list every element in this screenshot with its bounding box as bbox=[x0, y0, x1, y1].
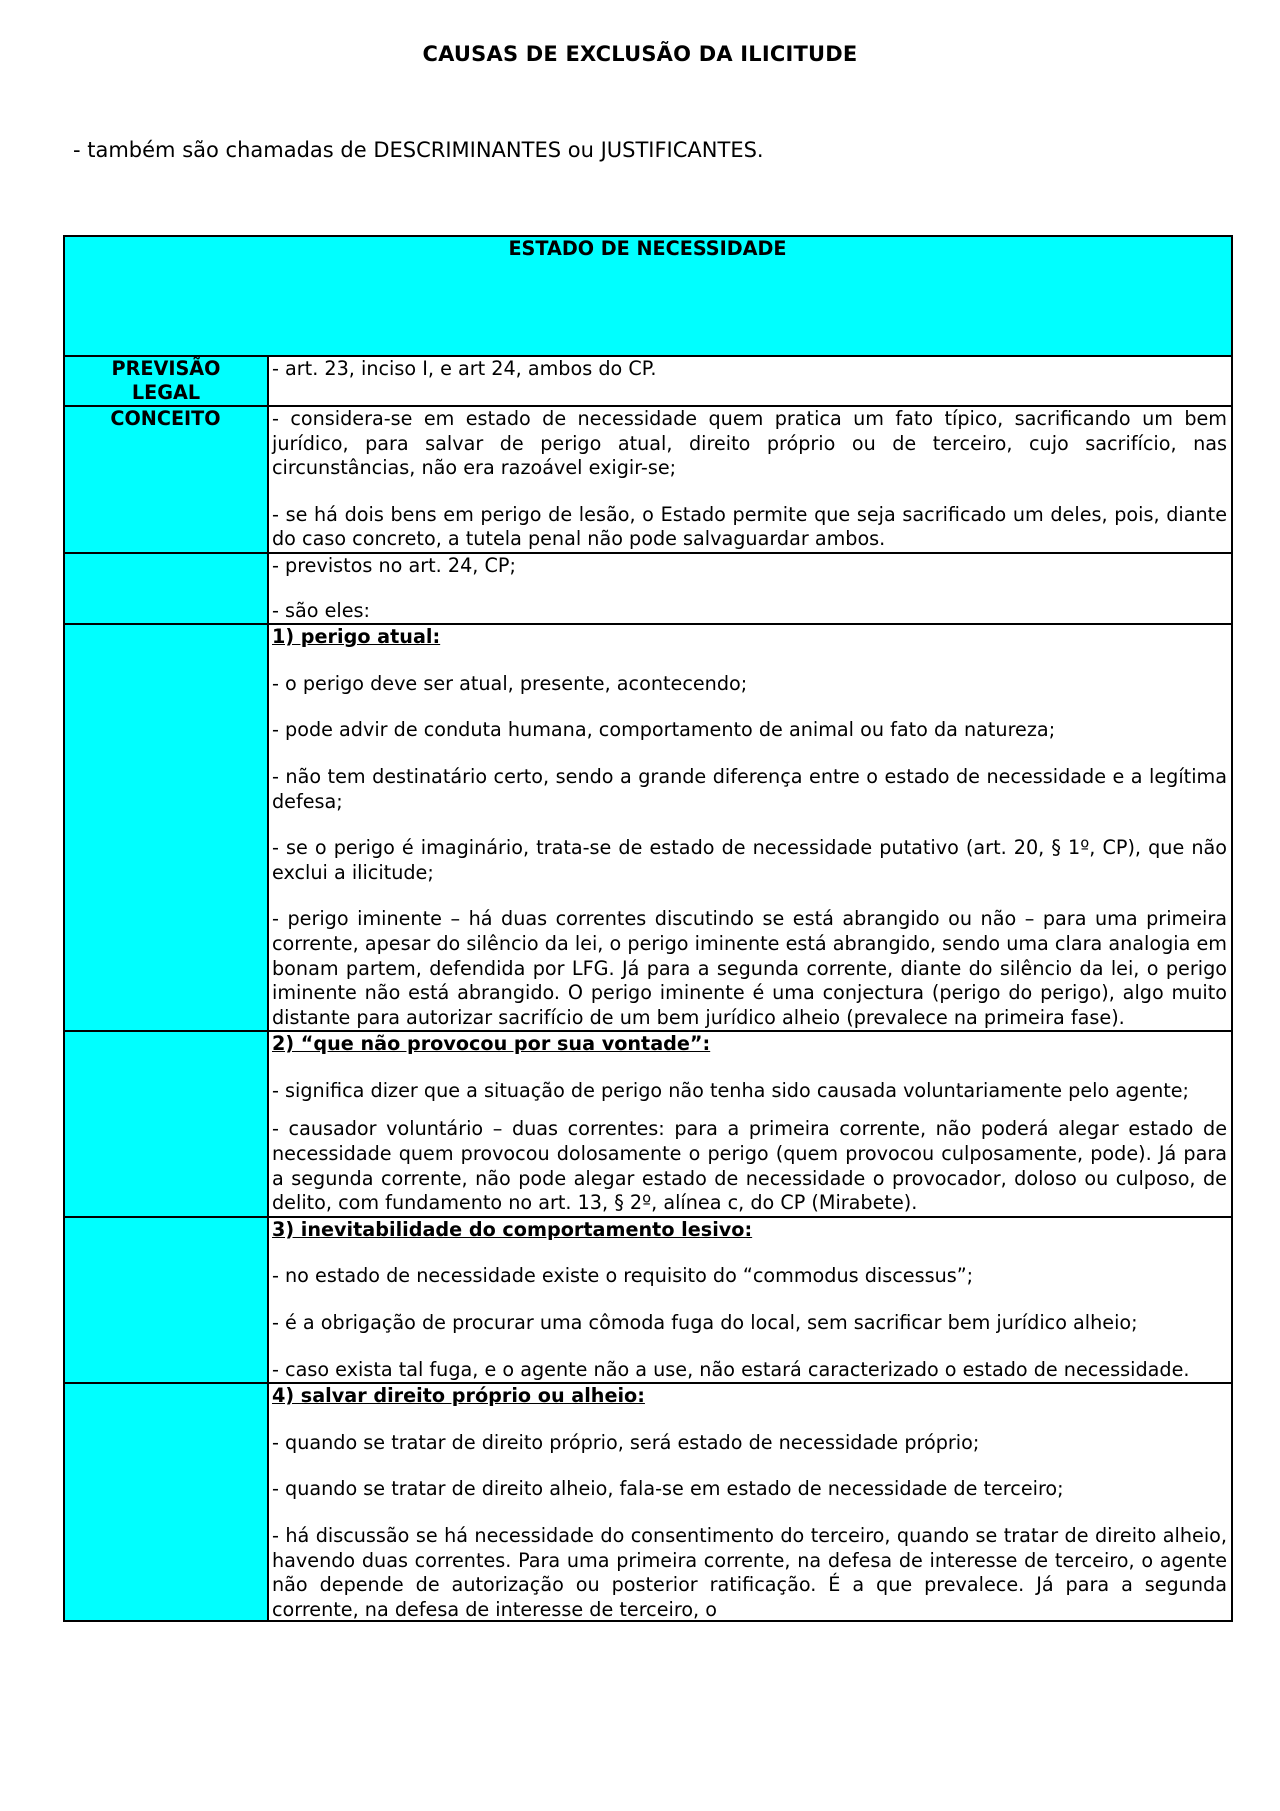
paragraph: - não tem destinatário certo, sendo a grande diferença entre o estado de necessidade e a legítima defesa; bbox=[272, 764, 1227, 813]
row-content bbox=[268, 1383, 1232, 1621]
paragraph: - é a obrigação de procurar uma cômoda fuga do local, sem sacrificar bem jurídico alheio; bbox=[272, 1311, 1138, 1335]
table-row bbox=[64, 406, 1232, 553]
row-label-empty bbox=[64, 1383, 268, 1621]
table-row bbox=[64, 553, 1232, 624]
row-content bbox=[268, 1217, 1232, 1383]
table-row bbox=[64, 1031, 1232, 1217]
table-header: ESTADO DE NECESSIDADE bbox=[64, 236, 1232, 356]
paragraph: - significa dizer que a situação de perigo não tenha sido causada voluntariamente pelo agente; bbox=[272, 1078, 1190, 1102]
paragraph: - causador voluntário – duas correntes: para a primeira corrente, não poderá alegar estado de necessidade quem provocou dolosamente o perigo (quem provocou culposamente, pode). Já para a segunda corrente, não pode alegar estado de necessidade o provocador, doloso ou culposo, de delito, com fundamento no art. 13, § 2º, alínea c, do CP (Mirabete). bbox=[272, 1117, 1227, 1215]
row-content bbox=[268, 406, 1232, 553]
paragraph: - art. 23, inciso I, e art 24, ambos do CP. bbox=[272, 357, 657, 380]
row-label-empty bbox=[64, 553, 268, 624]
paragraph: - o perigo deve ser atual, presente, acontecendo; bbox=[272, 671, 748, 695]
row-label-empty bbox=[64, 1217, 268, 1383]
section-heading-inevitabilidade: 3) inevitabilidade do comportamento lesivo: bbox=[272, 1217, 753, 1241]
row-content bbox=[268, 1031, 1232, 1217]
section-heading-perigo-atual: 1) perigo atual: bbox=[272, 625, 441, 649]
row-label-conceito: CONCEITO bbox=[64, 406, 268, 553]
row-label-previsao-legal: PREVISÃO LEGAL bbox=[64, 356, 268, 406]
table-row bbox=[64, 1383, 1232, 1621]
paragraph: - previstos no art. 24, CP; bbox=[272, 553, 516, 577]
paragraph: - há discussão se há necessidade do consentimento do terceiro, quando se tratar de direito alheio, havendo duas correntes. Para uma primeira corrente, na defesa de interesse de terceiro, o agente não depende de autorização ou posterior ratificação. É a que prevalece. Já para a segunda corrente, na defesa de interesse de terceiro, o bbox=[272, 1524, 1227, 1621]
paragraph: - quando se tratar de direito alheio, fala-se em estado de necessidade de terceiro; bbox=[272, 1477, 1064, 1501]
row-content bbox=[268, 553, 1232, 624]
row-content bbox=[268, 356, 1232, 406]
table-row bbox=[64, 1217, 1232, 1383]
table-header-row bbox=[64, 236, 1232, 356]
paragraph: - pode advir de conduta humana, comportamento de animal ou fato da natureza; bbox=[272, 718, 1056, 742]
table-row bbox=[64, 356, 1232, 406]
paragraph: - se o perigo é imaginário, trata-se de estado de necessidade putativo (art. 20, § 1º, CP), que não exclui a ilicitude; bbox=[272, 836, 1227, 884]
paragraph: - quando se tratar de direito próprio, será estado de necessidade próprio; bbox=[272, 1430, 980, 1454]
page-title: CAUSAS DE EXCLUSÃO DA ILICITUDE bbox=[422, 42, 858, 66]
row-label-empty bbox=[64, 1031, 268, 1217]
paragraph: - caso exista tal fuga, e o agente não a use, não estará caracterizado o estado de necessidade. bbox=[272, 1357, 1190, 1381]
paragraph: - considera-se em estado de necessidade quem pratica um fato típico, sacrificando um bem jurídico, para salvar de perigo atual, direito próprio ou de terceiro, cujo sacrifício, nas circunstâncias, não era razoável exigir-se; bbox=[272, 407, 1227, 480]
paragraph: - perigo iminente – há duas correntes discutindo se está abrangido ou não – para uma primeira corrente, apesar do silêncio da lei, o perigo iminente está abrangido, sendo uma clara analogia em bonam partem, defendida por LFG. Já para a segunda corrente, diante do silêncio da lei, o perigo iminente não está abrangido. O perigo iminente é uma conjectura (perigo do perigo), algo muito distante para autorizar sacrifício de um bem jurídico alheio (prevalece na primeira fase). bbox=[272, 907, 1227, 1029]
intro-text: - também são chamadas de DESCRIMINANTES ou JUSTIFICANTES. bbox=[73, 138, 764, 162]
paragraph: - se há dois bens em perigo de lesão, o Estado permite que seja sacrificado um deles, pois, diante do caso concreto, a tutela penal não pode salvaguardar ambos. bbox=[272, 502, 1227, 551]
paragraph: - no estado de necessidade existe o requisito do “commodus discessus”; bbox=[272, 1264, 974, 1288]
row-label-empty bbox=[64, 624, 268, 1031]
section-heading-salvar-direito: 4) salvar direito próprio ou alheio: bbox=[272, 1384, 645, 1408]
table-row bbox=[64, 624, 1232, 1031]
row-content bbox=[268, 624, 1232, 1031]
paragraph: - são eles: bbox=[272, 598, 371, 622]
row-content-clip bbox=[272, 1384, 1227, 1620]
section-heading-nao-provocou: 2) “que não provocou por sua vontade”: bbox=[272, 1032, 711, 1056]
estado-de-necessidade-table bbox=[63, 235, 1233, 1622]
